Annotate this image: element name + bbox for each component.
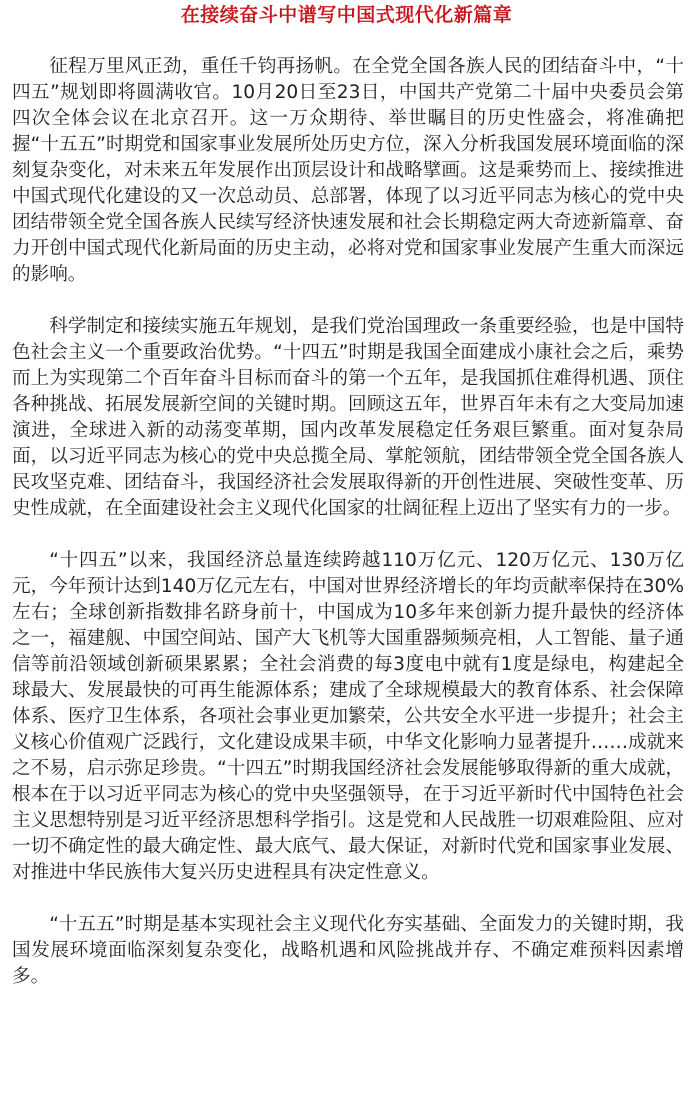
article-paragraph-4: “十五五”时期是基本实现社会主义现代化夯实基础、全面发力的关键时期，我国发展环境面临深刻复杂变化，战略机遇和风险挑战并存、不确定难预料因素增多。 xyxy=(12,914,684,987)
article-paragraph-2: 科学制定和接续实施五年规划，是我们党治国理政一条重要经验，也是中国特色社会主义一个重要政治优势。“十四五”时期是我国全面建成小康社会之后，乘势而上为实现第二个百年奋斗目标而奋斗的第一个五年，是我国抓住难得机遇、顶住各种挑战、拓展发展新空间的关键时期。回顾这五年，世界百年未有之大变局加速演进，全球进入新的动荡变革期，国内改革发展稳定任务艰巨繁重。面对复杂局面，以习近平同志为核心的党中央总揽全局、掌舵领航，团结带领全党全国各族人民攻坚克难、团结奋斗，我国经济社会发展取得新的开创性进展、突破性变革、历史性成就，在全面建设社会主义现代化国家的壮阔征程上迈出了坚实有力的一步。 xyxy=(12,316,684,519)
article-paragraph-1: 征程万里风正劲，重任千钧再扬帆。在全党全国各族人民的团结奋斗中，“十四五”规划即将圆满收官。10月20日至23日，中国共产党第二十届中央委员会第四次全体会议在北京召开。这一万众期待、举世瞩目的历史性盛会，将准确把握“十五五”时期党和国家事业发展所处历史方位，深入分析我国发展环境面临的深刻复杂变化，对未来五年发展作出顶层设计和战略擘画。这是乘势而上、接续推进中国式现代化建设的又一次总动员、总部署，体现了以习近平同志为核心的党中央团结带领全党全国各族人民续写经济快速发展和社会长期稳定两大奇迹新篇章、奋力开创中国式现代化新局面的历史主动，必将对党和国家事业发展产生重大而深远的影响。 xyxy=(12,56,684,285)
article-body xyxy=(12,54,684,1016)
article-paragraph-3: “十四五”以来，我国经济总量连续跨越110万亿元、120万亿元、130万亿元，今年预计达到140万亿元左右，中国对世界经济增长的年均贡献率保持在30%左右；全球创新指数排名跻身前十，中国成为10多年来创新力提升最快的经济体之一，福建舰、中国空间站、国产大飞机等大国重器频频亮相，人工智能、量子通信等前沿领域创新硕果累累；全社会消费的每3度电中就有1度是绿电，构建起全球最大、发展最快的可再生能源体系；建成了全球规模最大的教育体系、社会保障体系、医疗卫生体系，各项社会事业更加繁荣，公共安全水平进一步提升；社会主义核心价值观广泛践行，文化建设成果丰硕，中华文化影响力显著提升……成就来之不易，启示弥足珍贵。“十四五”时期我国经济社会发展能够取得新的重大成就，根本在于以习近平同志为核心的党中央坚强领导，在于习近平新时代中国特色社会主义思想特别是习近平经济思想科学指引。这是党和人民战胜一切艰难险阻、应对一切不确定性的最大确定性、最大底气、最大保证，对新时代党和国家事业发展、对推进中华民族伟大复兴历史进程具有决定性意义。 xyxy=(12,550,684,883)
article-title: 在接续奋斗中谱写中国式现代化新篇章 xyxy=(180,4,513,26)
